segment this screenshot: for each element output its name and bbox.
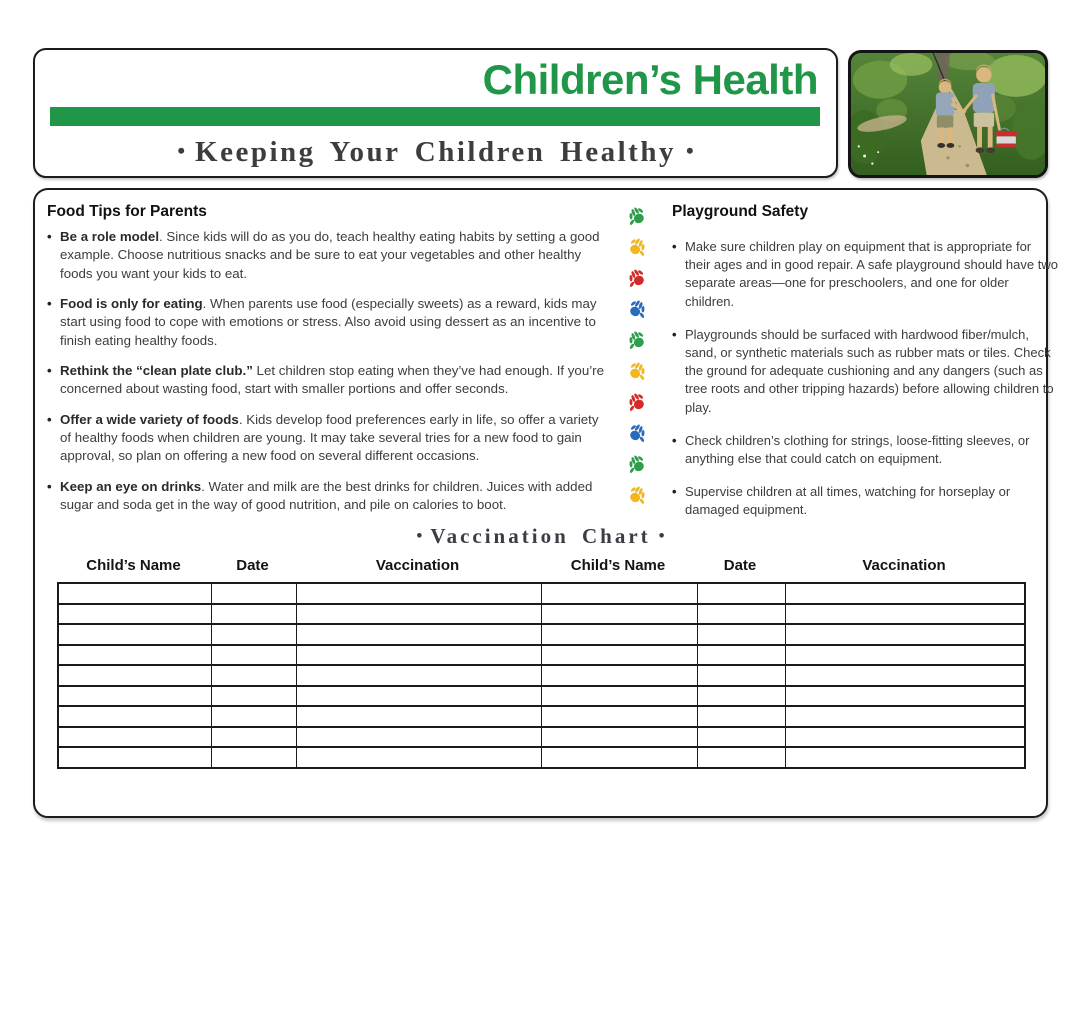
vaccination-row — [58, 747, 1025, 768]
vaccination-cell — [296, 624, 541, 645]
column-header: Date — [723, 557, 757, 574]
playground-item — [672, 326, 1060, 417]
vaccination-cell — [541, 706, 697, 727]
handprint-icon — [625, 296, 649, 320]
header-photo — [848, 50, 1048, 178]
decor-bullet: • — [685, 138, 694, 163]
food-tip-item — [47, 295, 607, 350]
vaccination-cell — [785, 747, 1025, 768]
vaccination-cell — [785, 665, 1025, 686]
decor-bullet: • — [177, 138, 186, 163]
playground-item-text: Playgrounds should be surfaced with hardwood fiber/mulch, sand, or synthetic materials such as rubber mats or tiles. Check the ground for adequate cushioning and any dangers (such as tree roots and other tripping hazards) before allowing children to play. — [685, 326, 1054, 415]
vaccination-row — [58, 686, 1025, 707]
bullet-marker: • — [47, 229, 52, 244]
vaccination-cell — [58, 604, 211, 625]
food-tip-lead: Food is only for eating — [60, 296, 203, 312]
vaccination-cell — [697, 686, 785, 707]
playground-item — [672, 483, 1060, 519]
column-header: Child’s Name — [570, 557, 666, 574]
vaccination-row — [58, 727, 1025, 748]
vaccination-cell — [541, 747, 697, 768]
vaccination-row — [58, 583, 1025, 604]
vaccination-cell — [211, 665, 296, 686]
vaccination-cell — [541, 727, 697, 748]
vaccination-table — [57, 582, 1026, 769]
food-tip-text: . When parents use food (especially sweets) as a reward, kids may start using food to cope with emotions or stress. Also avoid using dessert as an incentive to finish eating healthy foods. — [60, 296, 597, 348]
vaccination-cell — [541, 624, 697, 645]
playground-safety-heading: Playground Safety — [672, 203, 809, 220]
decor-bullet: • — [416, 526, 423, 545]
food-tip-item — [47, 411, 607, 466]
vaccination-cell — [785, 624, 1025, 645]
playground-item-text: Make sure children play on equipment that is appropriate for their ages and in good repair. A safe playground should have two separate areas—one for preschoolers, and one for older children. — [685, 239, 1058, 309]
bullet-marker: • — [47, 363, 52, 379]
vaccination-cell — [697, 665, 785, 686]
vaccination-cell — [697, 747, 785, 768]
vaccination-cell — [697, 604, 785, 625]
page-subtitle-text: Keeping Your Children Healthy — [195, 136, 676, 168]
vaccination-table-headers — [57, 557, 1024, 574]
header-card — [33, 48, 838, 178]
vaccination-cell — [296, 604, 541, 625]
food-tips-section — [47, 203, 607, 526]
bullet-marker: • — [672, 239, 677, 254]
vaccination-cell — [697, 706, 785, 727]
vaccination-cell — [697, 583, 785, 604]
playground-item-text: Supervise children at all times, watching for horseplay or damaged equipment. — [685, 484, 1011, 518]
vaccination-cell — [785, 604, 1025, 625]
page-title: Children’s Health — [482, 56, 818, 103]
vaccination-cell — [541, 665, 697, 686]
accent-bar — [50, 107, 820, 126]
vaccination-cell — [785, 686, 1025, 707]
vaccination-cell — [785, 583, 1025, 604]
vaccination-cell — [296, 727, 541, 748]
vaccination-row — [58, 706, 1025, 727]
handprint-icon — [625, 234, 649, 258]
food-tip-item — [47, 362, 607, 399]
vaccination-table-body — [58, 583, 1025, 768]
vaccination-cell — [697, 645, 785, 666]
food-tip-text: . Since kids will do as you do, teach healthy eating habits by setting a good example. Choose nutritious snacks and be sure to eat your vegetables and other healthy foods you want your kids to eat. — [60, 229, 600, 281]
handprint-icon — [625, 358, 649, 382]
bullet-marker: • — [672, 484, 677, 500]
vaccination-cell — [58, 645, 211, 666]
vaccination-cell — [541, 604, 697, 625]
vaccination-cell — [58, 747, 211, 768]
vaccination-cell — [58, 665, 211, 686]
vaccination-cell — [211, 686, 296, 707]
handprint-icon — [625, 265, 649, 289]
vaccination-cell — [785, 727, 1025, 748]
food-tip-text: Let children stop eating when they’ve had enough. If you’re concerned about wasting food, start with smaller portions and offer seconds. — [60, 363, 604, 397]
food-tips-heading: Food Tips for Parents — [47, 203, 207, 220]
vaccination-cell — [58, 727, 211, 748]
food-tip-lead: Be a role model — [60, 229, 160, 244]
playground-safety-section — [672, 203, 1060, 534]
vaccination-cell — [296, 686, 541, 707]
bullet-marker: • — [47, 411, 52, 427]
handprint-icon — [625, 482, 649, 506]
content-card — [33, 188, 1058, 818]
food-tip-item — [47, 478, 607, 515]
food-tip-item — [47, 228, 607, 283]
food-tip-lead: Rethink the “clean plate club.” — [60, 363, 253, 379]
handprint-icon — [625, 203, 649, 227]
vaccination-row — [58, 645, 1025, 666]
vaccination-cell — [58, 686, 211, 707]
vaccination-cell — [58, 583, 211, 604]
column-header: Date — [236, 557, 269, 574]
vaccination-cell — [296, 665, 541, 686]
handprint-icon — [625, 327, 649, 351]
bullet-marker: • — [672, 432, 677, 448]
vaccination-cell — [211, 583, 296, 604]
playground-item — [672, 238, 1060, 311]
vaccination-cell — [697, 624, 785, 645]
vaccination-chart-title-text: Vaccination Chart — [430, 524, 651, 548]
food-tip-lead: Keep an eye on drinks — [60, 478, 202, 494]
food-tip-lead: Offer a wide variety of foods — [60, 411, 239, 427]
vaccination-row — [58, 624, 1025, 645]
vaccination-cell — [58, 624, 211, 645]
vaccination-cell — [541, 583, 697, 604]
bullet-marker: • — [672, 326, 677, 342]
decor-bullet: • — [658, 526, 665, 545]
vaccination-cell — [296, 645, 541, 666]
vaccination-cell — [296, 706, 541, 727]
vaccination-cell — [211, 645, 296, 666]
vaccination-cell — [58, 706, 211, 727]
food-tip-text: . Kids develop food preferences early in life, so offer a variety of healthy foods when children are young. It may take several tries for a new food to gain approval, so plan on offering a new food on several different occasions. — [60, 411, 599, 464]
vaccination-row — [58, 604, 1025, 625]
vaccination-cell — [211, 624, 296, 645]
vaccination-cell — [697, 727, 785, 748]
page-subtitle — [35, 136, 836, 169]
bullet-marker: • — [47, 478, 52, 494]
handprint-icon — [625, 389, 649, 413]
column-header: Child’s Name — [86, 557, 181, 574]
vaccination-cell — [211, 747, 296, 768]
handprint-icon — [625, 451, 649, 475]
vaccination-cell — [541, 645, 697, 666]
vaccination-cell — [211, 706, 296, 727]
vaccination-cell — [785, 706, 1025, 727]
food-tip-text: . Water and milk are the best drinks for children. Juices with added sugar and soda get in the way of good nutrition, and pile on calories to boot. — [60, 478, 593, 513]
handprint-icon — [625, 420, 649, 444]
vaccination-cell — [296, 747, 541, 768]
playground-item — [672, 432, 1060, 468]
column-header: Vaccination — [862, 557, 946, 574]
column-header: Vaccination — [375, 557, 460, 574]
vaccination-cell — [541, 686, 697, 707]
playground-item-text: Check children’s clothing for strings, loose-fitting sleeves, or anything else that could catch on equipment. — [685, 432, 1030, 466]
vaccination-cell — [296, 583, 541, 604]
photo-illustration — [851, 53, 1045, 175]
vaccination-cell — [785, 645, 1025, 666]
vaccination-chart-title — [57, 524, 1024, 549]
vaccination-cell — [211, 604, 296, 625]
bullet-marker: • — [47, 296, 52, 312]
tackle-box — [996, 128, 1017, 147]
vaccination-cell — [211, 727, 296, 748]
handprint-column — [615, 203, 659, 506]
vaccination-row — [58, 665, 1025, 686]
